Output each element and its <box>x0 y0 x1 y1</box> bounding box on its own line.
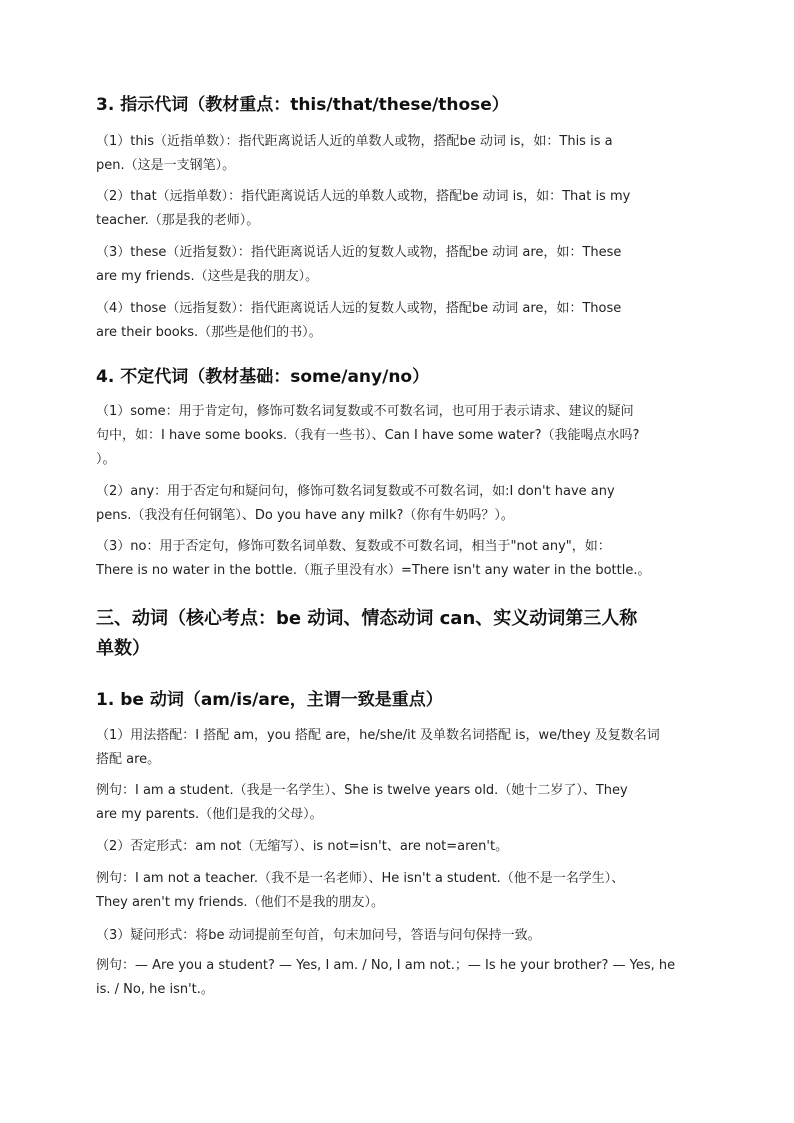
text-line: 例句：I am not a teacher.（我不是一名老师）、He isn't a student.（他不是一名学生）、 <box>96 871 625 886</box>
text-line: pens.（我没有任何钢笔）、Do you have any milk?（你有牛奶吗？）。 <box>96 508 514 523</box>
paragraph-that <box>96 185 706 233</box>
text-line: （1）some：用于肯定句，修饰可数名词复数或不可数名词，也可用于表示请求、建议的疑问 <box>96 404 634 419</box>
text-line: There is no water in the bottle.（瓶子里没有水）=There isn't any water in the bottle.。 <box>96 563 651 578</box>
paragraph-question <box>96 924 706 948</box>
paragraph-some <box>96 400 706 472</box>
text-line: are my parents.（他们是我的父母）。 <box>96 807 323 822</box>
section-heading-demonstratives: 3. 指示代词（教材重点：this/that/these/those） <box>96 95 509 115</box>
section-heading-indefinite-pronouns: 4. 不定代词（教材基础：some/any/no） <box>96 367 430 387</box>
paragraph-example-1 <box>96 779 706 827</box>
paragraph-any <box>96 480 706 528</box>
paragraph-no <box>96 535 706 583</box>
text-line: ）。 <box>96 452 116 467</box>
text-line: （3）these（近指复数）：指代距离说话人近的复数人或物，搭配be 动词 are，如：These <box>96 245 622 260</box>
text-line: 句中，如：I have some books.（我有一些书）、Can I have some water?（我能喝点水吗? <box>96 428 640 443</box>
paragraph-these <box>96 241 706 289</box>
text-line: （1）用法搭配：I 搭配 am，you 搭配 are，he/she/it 及单数名词搭配 is，we/they 及复数名词 <box>96 728 660 743</box>
text-line: （3）no：用于否定句，修饰可数名词单数、复数或不可数名词，相当于"not any"，如： <box>96 539 611 554</box>
paragraph-this <box>96 130 706 178</box>
text-line: （2）否定形式：am not（无缩写）、is not=isn't、are not=aren't。 <box>96 839 509 854</box>
text-line: （1）this（近指单数）：指代距离说话人近的单数人或物，搭配be 动词 is，如：This is a <box>96 134 613 149</box>
text-line: （4）those（远指复数）：指代距离说话人远的复数人或物，搭配be 动词 are，如：Those <box>96 301 622 316</box>
chapter-heading-verbs <box>96 604 706 664</box>
text-line: （2）any：用于否定句和疑问句，修饰可数名词复数或不可数名词，如:I don't have any <box>96 484 615 499</box>
text-line: pen.（这是一支钢笔）。 <box>96 158 236 173</box>
paragraph-example-2 <box>96 867 706 915</box>
paragraph-example-3 <box>96 954 706 1002</box>
text-line: 例句：— Are you a student? — Yes, I am. / No, I am not.；— Is he your brother? — Yes, he <box>96 958 676 973</box>
text-line: （3）疑问形式：将be 动词提前至句首，句末加问号，答语与问句保持一致。 <box>96 928 541 943</box>
paragraph-usage <box>96 724 706 772</box>
section-heading-be-verbs: 1. be 动词（am/is/are，主谓一致是重点） <box>96 690 443 710</box>
text-line: 例句：I am a student.（我是一名学生）、She is twelve years old.（她十二岁了）、They <box>96 783 628 798</box>
paragraph-those <box>96 297 706 345</box>
text-line: are their books.（那些是他们的书）。 <box>96 325 322 340</box>
text-line: is. / No, he isn't.。 <box>96 982 214 997</box>
text-line: teacher.（那是我的老师）。 <box>96 213 260 228</box>
text-line: They aren't my friends.（他们不是我的朋友）。 <box>96 895 384 910</box>
text-line: （2）that（远指单数）：指代距离说话人远的单数人或物，搭配be 动词 is，如：That is my <box>96 189 631 204</box>
text-line: are my friends.（这些是我的朋友）。 <box>96 269 319 284</box>
paragraph-negative <box>96 835 706 859</box>
heading-line: 单数） <box>96 638 150 659</box>
heading-line: 三、动词（核心考点：be 动词、情态动词 can、实义动词第三人称 <box>96 608 638 629</box>
text-line: 搭配 are。 <box>96 752 161 767</box>
